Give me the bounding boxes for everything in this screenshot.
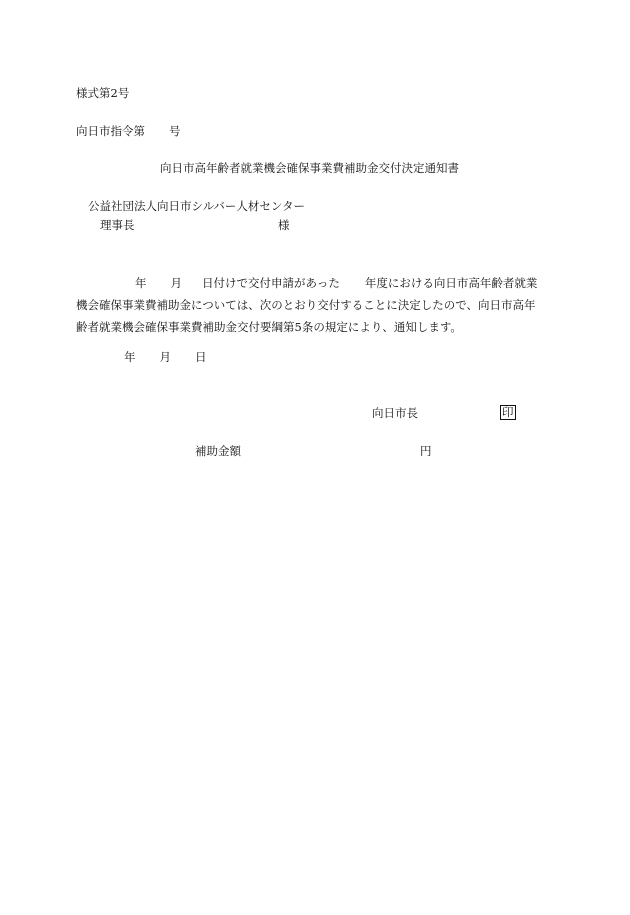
date-year-label: 年 xyxy=(124,350,136,364)
body-line-1 xyxy=(76,272,554,294)
recipient-position: 理事長 xyxy=(100,218,135,232)
grant-amount-label: 補助金額 xyxy=(195,444,241,458)
directive-number-prefix: 向日市指令第 xyxy=(76,124,145,138)
grant-amount-unit: 円 xyxy=(420,444,432,458)
body-line-3: 齢者就業機会確保事業費補助金交付要綱第5条の規定により、通知します。 xyxy=(76,320,462,334)
date-month-label: 月 xyxy=(159,350,171,364)
issuer-seal xyxy=(500,405,516,420)
document-title: 向日市高年齢者就業機会確保事業費補助金交付決定通知書 xyxy=(160,161,459,175)
body-paragraph xyxy=(76,272,554,338)
body-line-1-a: 日付けで交付申請があった xyxy=(202,276,340,290)
body-line-2: 機会確保事業費補助金については、次のとおり交付することに決定したので、向日市高年 xyxy=(76,298,536,312)
recipient-organization: 公益社団法人向日市シルバー人材センター xyxy=(88,199,305,213)
body-line-1-b: 年度における向日市高年齢者就業 xyxy=(364,276,538,290)
recipient-honorific: 様 xyxy=(278,218,290,232)
body-year-label: 年 xyxy=(135,276,147,290)
directive-number-suffix: 号 xyxy=(169,124,181,138)
date-line xyxy=(124,350,207,364)
seal-mark: 印 xyxy=(502,405,514,419)
issuer-title: 向日市長 xyxy=(372,406,418,420)
directive-number xyxy=(76,124,181,138)
form-number: 様式第2号 xyxy=(76,86,130,100)
date-day-label: 日 xyxy=(195,350,207,364)
body-month-label: 月 xyxy=(170,276,182,290)
